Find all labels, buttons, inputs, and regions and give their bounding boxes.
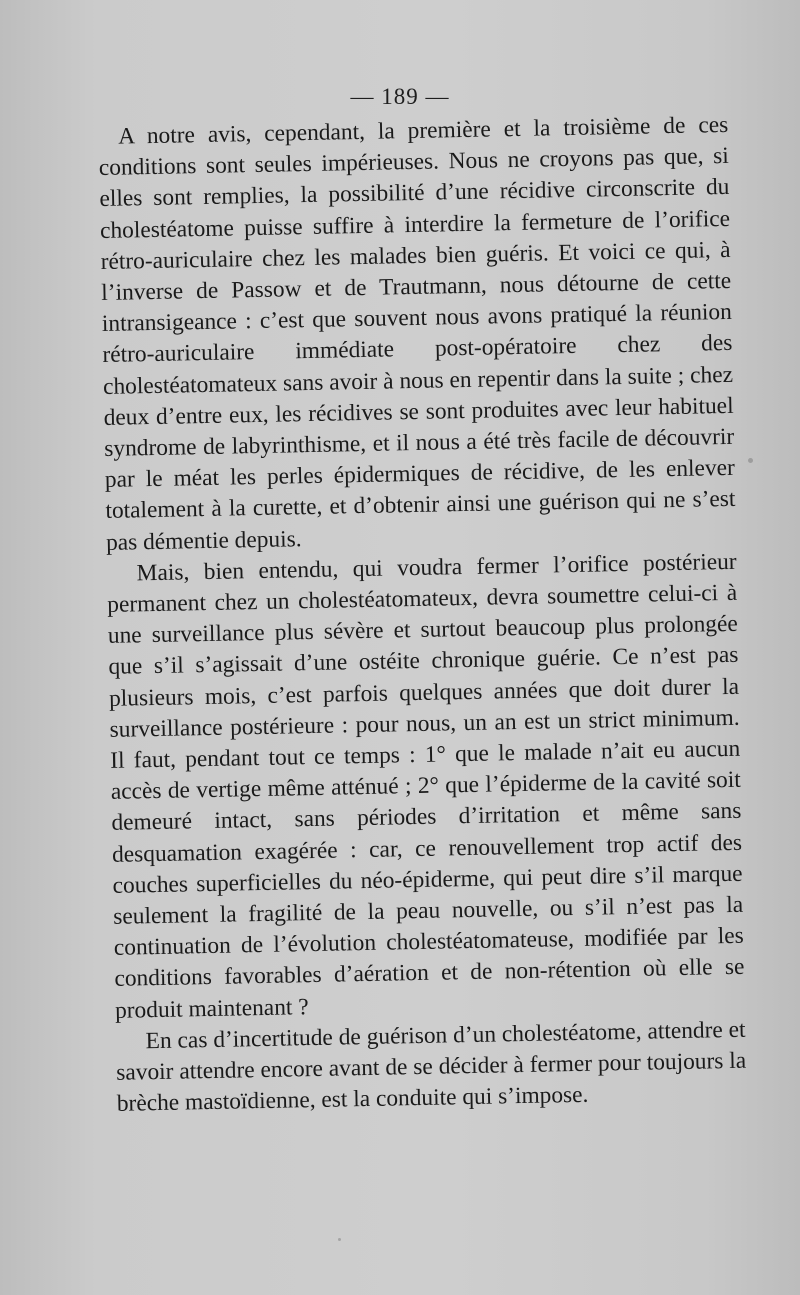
paragraph-3: En cas d’incertitude de guérison d’un cholestéatome, attendre et savoir attendre encore avant de se décider à fermer pour toujours la brèche mastoïdienne, est la conduite qui s’impose.: [116, 1016, 747, 1118]
print-speck: [748, 458, 753, 463]
page-number: — 189 —: [350, 84, 450, 109]
paragraph-1: A notre avis, cependant, la première et la troisième de ces conditions sont seules impérieuses. Nous ne croyons pas que, si elles sont remplies, la possibilité d’une récidive circonscrite du cholestéatome puisse suffire à interdire la fermeture de l’orifice rétro-auriculaire chez les malades bien guéris. Et voici ce qui, à l’inverse de Passow et de Trautmann, nous détourne de cette intransigeance : c’est que souvent nous avons pratiqué la réunion rétro-auriculaire immédiate post-opératoire chez des cholestéatomateux sans avoir à nous en repentir dans la suite ; chez deux d’entre eux, les récidives se sont produites avec leur habituel syndrome de labyrinthisme, et il nous a été très facile de découvrir par le méat les perles épidermiques de récidive, de les enlever totalement à la curette, et d’obtenir ainsi une guérison qui ne s’est pas démentie depuis.: [98, 111, 736, 556]
paragraph-2: Mais, bien entendu, qui voudra fermer l’orifice postérieur permanent chez un cholestéatomateux, devra soumettre celui-ci à une surveillance plus sévère et surtout beaucoup plus prolongée que s’il s’agissait d’une ostéite chronique guérie. Ce n’est pas plusieurs mois, c’est parfois quelques années que doit durer la surveillance postérieure : pour nous, un an est un strict minimum. Il faut, pendant tout ce temps : 1° que le malade n’ait eu aucun accès de vertige même atténué ; 2° que l’épiderme de la cavité soit demeuré intact, sans périodes d’irritation et même sans desquamation exagérée : car, ce renouvellement trop actif des couches superficielles du néo-épiderme, qui peut dire s’il marque seulement la fragilité de la peau nouvelle, ou s’il n’est pas la continuation de l’évolution cholestéatomateuse, modifiée par les conditions favorables d’aération et de non-rétention où elle se produit maintenant ?: [107, 548, 745, 1024]
body-text: [98, 110, 747, 1120]
print-speck: [338, 1238, 341, 1241]
